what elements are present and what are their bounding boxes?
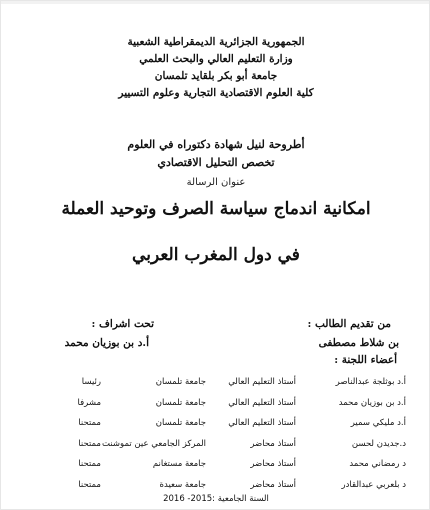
jury-member-role: رئيسا (81, 377, 101, 387)
header-line-ministry: وزارة التعليم العالي والبحث العلمي (139, 53, 293, 65)
jury-member-name: د.جديدن لحسن (351, 438, 406, 449)
institution-header (61, 34, 371, 102)
jury-member-rank: أستاذ محاضر (250, 438, 296, 449)
jury-member-name: أ.د بوثلجة عبدالناصر (335, 377, 406, 387)
student-name: بن شلاط مصطفى (318, 337, 399, 349)
jury-member-name: أ.د مليكي سمير (350, 418, 406, 428)
jury-member-institution: جامعة مستغانم (152, 459, 206, 469)
jury-member-role: ممتحنا (78, 438, 101, 449)
jury-member-name: د بلعربي عبدالقادر (341, 479, 406, 490)
jury-table (61, 377, 406, 500)
thesis-title-line-1: امكانية اندماج سياسة الصرف وتوحيد العملة (61, 199, 371, 219)
jury-member-role: مشرفا (77, 397, 101, 408)
jury-member-institution: جامعة تلمسان (155, 397, 206, 408)
header-line-republic: الجمهورية الجزائرية الديمقراطية الشعبية (127, 36, 305, 48)
jury-row (61, 459, 406, 480)
thesis-degree: أطروحة لنيل شهادة دكتوراه في العلوم (127, 138, 305, 151)
supervisor-name: أ.د بن بوزيان محمد (64, 337, 149, 349)
student-label: من تقديم الطالب : (307, 318, 391, 330)
jury-member-rank: أستاذ التعليم العالي (228, 377, 296, 387)
supervisor-label: تحت اشراف : (91, 318, 154, 330)
top-border (1, 1, 429, 4)
jury-member-institution: جامعة سعيدة (159, 479, 206, 490)
header-line-university: جامعة أبو بكر بلقايد تلمسان (154, 70, 278, 82)
jury-member-rank: أستاذ محاضر (250, 459, 296, 469)
jury-member-rank: أستاذ محاضر (250, 479, 296, 490)
jury-member-role: ممتحنا (78, 418, 101, 428)
jury-member-institution: المركز الجامعي عين تموشنت (102, 438, 206, 449)
jury-member-name: د رمضاني محمد (349, 459, 406, 469)
jury-row (61, 439, 406, 460)
jury-member-role: ممتحنا (78, 459, 101, 469)
jury-row (61, 418, 406, 439)
jury-member-institution: جامعة تلمسان (155, 377, 206, 387)
jury-member-role: ممتحنا (78, 479, 101, 490)
header-line-faculty: كلية العلوم الاقتصادية التجارية وعلوم التسيير (118, 87, 314, 99)
jury-member-rank: أستاذ التعليم العالي (228, 418, 296, 428)
title-label: عنوان الرسالة (186, 177, 246, 188)
thesis-specialty: تخصص التحليل الاقتصادي (157, 156, 275, 169)
jury-row (61, 377, 406, 398)
thesis-description (91, 136, 341, 172)
jury-member-institution: جامعة تلمسان (155, 418, 206, 428)
jury-row (61, 398, 406, 419)
jury-label: أعضاء اللجنة : (334, 354, 397, 366)
jury-member-rank: أستاذ التعليم العالي (228, 397, 296, 408)
thesis-title-line-2: في دول المغرب العربي (132, 245, 300, 265)
jury-member-name: أ.د بن بوزيان محمد (338, 397, 406, 408)
academic-year: السنة الجامعية :2015- 2016 (163, 494, 269, 504)
